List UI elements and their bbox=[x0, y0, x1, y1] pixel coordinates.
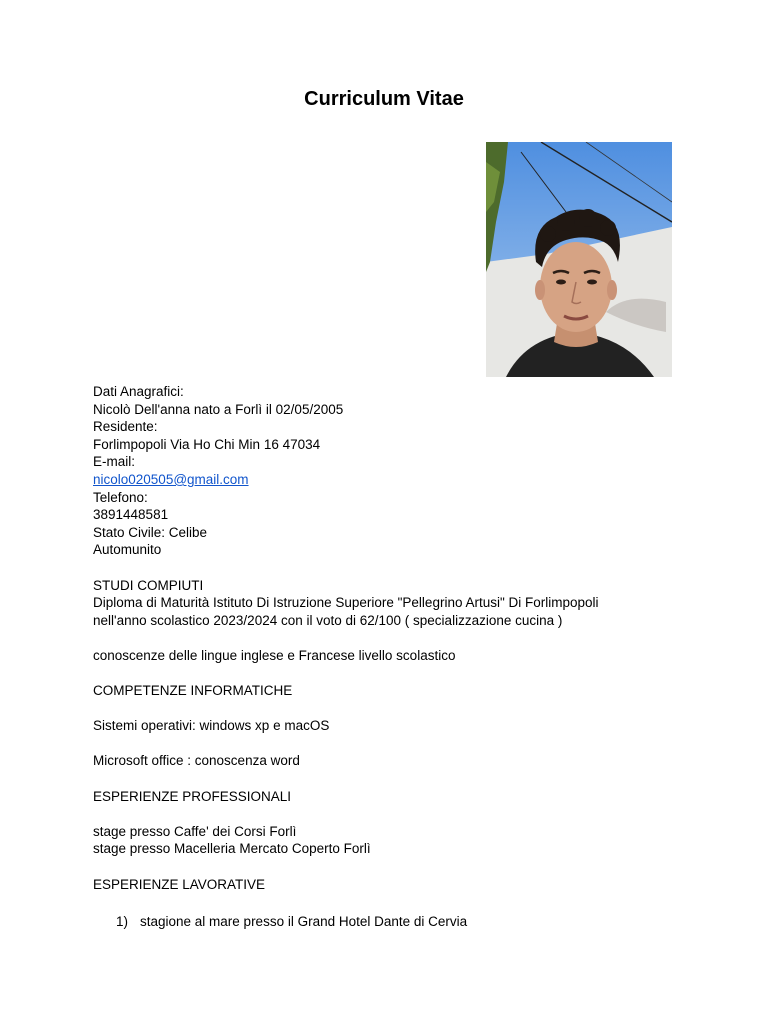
phone-value: 3891448581 bbox=[93, 507, 169, 523]
document-title: Curriculum Vitae bbox=[304, 88, 464, 110]
studies-line-2: nell'anno scolastico 2023/2024 con il voto di 62/100 ( specializzazione cucina ) bbox=[93, 612, 563, 628]
email-link[interactable]: nicolo020505@gmail.com bbox=[93, 471, 249, 487]
professional-item: stage presso Caffe' dei Corsi Forlì bbox=[93, 823, 297, 839]
phone-label: Telefono: bbox=[93, 489, 148, 505]
name-birth: Nicolò Dell'anna nato a Forlì il 02/05/2005 bbox=[93, 401, 344, 417]
professional-heading: ESPERIENZE PROFESSIONALI bbox=[93, 788, 292, 804]
professional-item: stage presso Macelleria Mercato Coperto Forlì bbox=[93, 841, 371, 857]
work-item-number: 1) bbox=[116, 913, 129, 929]
civil-status: Stato Civile: Celibe bbox=[93, 524, 208, 540]
it-skills-office: Microsoft office : conoscenza word bbox=[93, 753, 300, 769]
languages: conoscenze delle lingue inglese e Francese livello scolastico bbox=[93, 647, 456, 663]
email-label: E-mail: bbox=[93, 454, 136, 470]
residence-label: Residente: bbox=[93, 419, 158, 435]
profile-photo bbox=[486, 142, 672, 377]
residence-value: Forlimpopoli Via Ho Chi Min 16 47034 bbox=[93, 436, 321, 452]
studies-heading: STUDI COMPIUTI bbox=[93, 577, 204, 593]
personal-heading: Dati Anagrafici: bbox=[93, 384, 184, 399]
it-skills-os: Sistemi operativi: windows xp e macOS bbox=[93, 718, 330, 734]
it-skills-heading: COMPETENZE INFORMATICHE bbox=[93, 683, 293, 699]
car-status: Automunito bbox=[93, 542, 162, 558]
studies-line-1: Diploma di Maturità Istituto Di Istruzione Superiore "Pellegrino Artusi" Di Forlimpopoli bbox=[93, 595, 599, 611]
cv-body bbox=[93, 383, 693, 930]
work-heading: ESPERIENZE LAVORATIVE bbox=[93, 876, 266, 892]
work-item-text: stagione al mare presso il Grand Hotel Dante di Cervia bbox=[140, 913, 468, 929]
work-item bbox=[93, 913, 693, 931]
